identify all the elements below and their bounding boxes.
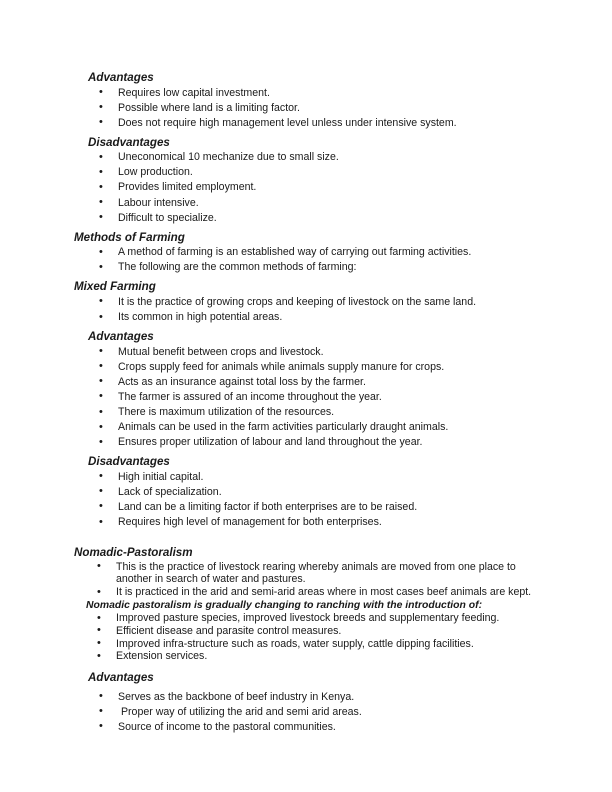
list-item: • Difficult to specialize. [74,211,550,226]
bullet-list-advantages-3 [74,690,550,735]
list-item: • Acts as an insurance against total loss by the farmer. [74,375,550,390]
section-heading-nomadic-pastoralism: Nomadic-Pastoralism [74,546,193,560]
list-item: • Does not require high management level unless under intensive system. [74,116,550,131]
bullet-list-nomadic-pastoralism [74,561,550,599]
list-item: • Animals can be used in the farm activities particularly draught animals. [74,420,550,435]
list-item: • Source of income to the pastoral communities. [74,720,550,735]
spacer [74,663,550,670]
list-item: • Lack of specialization. [74,485,550,500]
list-item: • Possible where land is a limiting factor. [74,101,550,116]
section-heading-advantages-2: Advantages [88,330,154,344]
section-heading-methods-of-farming: Methods of Farming [74,230,185,244]
list-item: • Extension services. [74,650,550,663]
list-item: • The farmer is assured of an income throughout the year. [74,390,550,405]
list-item: • The following are the common methods of farming: [74,260,550,275]
spacer [74,530,550,545]
list-item: • Low production. [74,165,550,180]
section-heading-advantages-3: Advantages [88,671,154,685]
list-item: • Improved infra-structure such as roads, water supply, cattle dipping facilities. [74,638,550,651]
list-item: • Crops supply feed for animals while animals supply manure for crops. [74,360,550,375]
section-heading-mixed-farming: Mixed Farming [74,280,156,294]
list-item: • Requires low capital investment. [74,86,550,101]
list-item: • Its common in high potential areas. [74,310,550,325]
list-item: • Improved pasture species, improved livestock breeds and supplementary feeding. [74,612,550,625]
list-item: • Uneconomical 10 mechanize due to small size. [74,150,550,165]
list-item: • Serves as the backbone of beef industry in Kenya. [74,690,550,705]
list-item: • It is the practice of growing crops and keeping of livestock on the same land. [74,295,550,310]
section-heading-disadvantages-2: Disadvantages [88,455,170,469]
list-item: • Labour intensive. [74,196,550,211]
list-item: • High initial capital. [74,470,550,485]
list-item: • Provides limited employment. [74,180,550,195]
list-item: • This is the practice of livestock rearing whereby animals are moved from one place to another in search of water and pastures. [74,561,550,587]
section-heading-nomadic-ranching-intro: Nomadic pastoralism is gradually changing to ranching with the introduction of: [86,600,483,612]
list-item: • Land can be a limiting factor if both enterprises are to be raised. [74,500,550,515]
list-item: • Mutual benefit between crops and livestock. [74,345,550,360]
bullet-list-disadvantages-2 [74,470,550,530]
list-item: • Efficient disease and parasite control measures. [74,625,550,638]
bullet-list-advantages-2 [74,345,550,451]
section-heading-disadvantages-1: Disadvantages [88,135,170,149]
list-item: • Ensures proper utilization of labour and land throughout the year. [74,435,550,450]
list-item: • It is practiced in the arid and semi-arid areas where in most cases beef animals are kept. [74,586,550,599]
list-item: • A method of farming is an established way of carrying out farming activities. [74,245,550,260]
bullet-list-methods-of-farming [74,245,550,275]
list-item: • Proper way of utilizing the arid and semi arid areas. [74,705,550,720]
section-heading-advantages-1: Advantages [88,71,154,84]
bullet-list-nomadic-ranching [74,612,550,663]
bullet-list-disadvantages-1 [74,150,550,225]
list-item: • Requires high level of management for both enterprises. [74,515,550,530]
bullet-list-advantages-1 [74,86,550,131]
list-item: • There is maximum utilization of the resources. [74,405,550,420]
bullet-list-mixed-farming [74,295,550,325]
